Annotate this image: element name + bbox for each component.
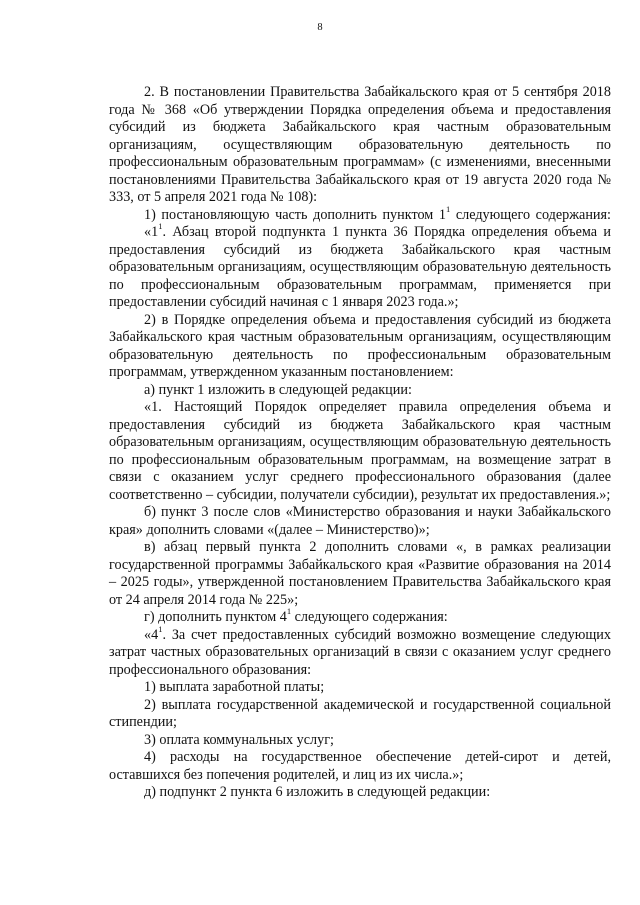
superscript: 1 [158, 623, 163, 634]
paragraph-list-item-1: 1) выплата заработной платы; [144, 679, 325, 695]
superscript: 1 [286, 606, 292, 617]
paragraph-subitem-a: а) пункт 1 изложить в следующей редакции: [144, 381, 412, 398]
paragraph-clause-1-1: «$1^1$. Абзац второй подпункта 1 пункта 36 Порядка определения объема и предоставления субсидий из бюджета Забайкальского края частным образовательным организациям, осуществляющим образовательную деятельность по профессиональным образовательным программам, применяется при предоставлении субсидий начиная с 1 января 2023 года.»; [109, 221, 611, 310]
page-number: 8 [317, 22, 323, 33]
paragraph-list-item-3: 3) оплата коммунальных услуг; [144, 731, 334, 748]
paragraph-subitem-1: 1) постановляющую часть дополнить пунктом $1^1$ следующего содержания: [144, 203, 611, 223]
paragraph-clause-1: «1. Настоящий Порядок определяет правила определения объема и предоставления субсидий из бюджета Забайкальского края частным образовательным организациям, осуществляющим образовательную деятельность по профессиональным образовательным программам, на возмещение затрат в связи с оказанием услуг среднего профессионального образования (далее соответственно – субсидии, получатели субсидии), результат их предоставления.»; [109, 399, 611, 503]
document-body [109, 84, 611, 802]
paragraph-subitem-b: б) пункт 3 после слов «Министерство образования и науки Забайкальского края» дополнить словами «(далее – Министерство)»; [109, 504, 611, 538]
paragraph-item-2: 2. В постановлении Правительства Забайкальского края от 5 сентября 2018 года № 368 «Об утверждении Порядка определения объема и предоставления субсидий из бюджета Забайкальского края частным образовательным организациям, осуществляющим образовательную деятельность по профессиональным образовательным программам» (с изменениями, внесенными постановлениями Правительства Забайкальского края от 19 августа 2020 года № 333, от 5 апреля 2021 года № 108): [109, 84, 611, 205]
paragraph-list-item-4: 4) расходы на государственное обеспечение детей-сирот и детей, оставшихся без попечения родителей, и лиц из их числа.»; [109, 749, 611, 783]
paragraph-subitem-v: в) абзац первый пункта 2 дополнить словами «, в рамках реализации государственной программы Забайкальского края «Развитие образования на 2014 – 2025 годы», утвержденной постановлением Правительства Забайкальского края от 24 апреля 2014 года № 225»; [109, 539, 611, 608]
superscript: 1 [445, 203, 451, 214]
paragraph-clause-4-1: «$4^1$. За счет предоставленных субсидий возможно возмещение следующих затрат частных образовательных организаций в связи с оказанием услуг среднего профессионального образования: [109, 623, 611, 678]
paragraph-subitem-d: д) подпункт 2 пункта 6 изложить в следующей редакции: [144, 784, 491, 800]
paragraph-list-item-2: 2) выплата государственной академической и государственной социальной стипендии; [109, 696, 611, 730]
paragraph-subitem-g: г) дополнить пунктом $4^1$ следующего содержания: [144, 606, 448, 625]
superscript: 1 [158, 221, 163, 232]
paragraph-subitem-2: 2) в Порядке определения объема и предоставления субсидий из бюджета Забайкальского края частным образовательным организациям, осуществляющим образовательную деятельность по профессиональным образовательным программам, утвержденном указанным постановлением: [109, 311, 611, 380]
